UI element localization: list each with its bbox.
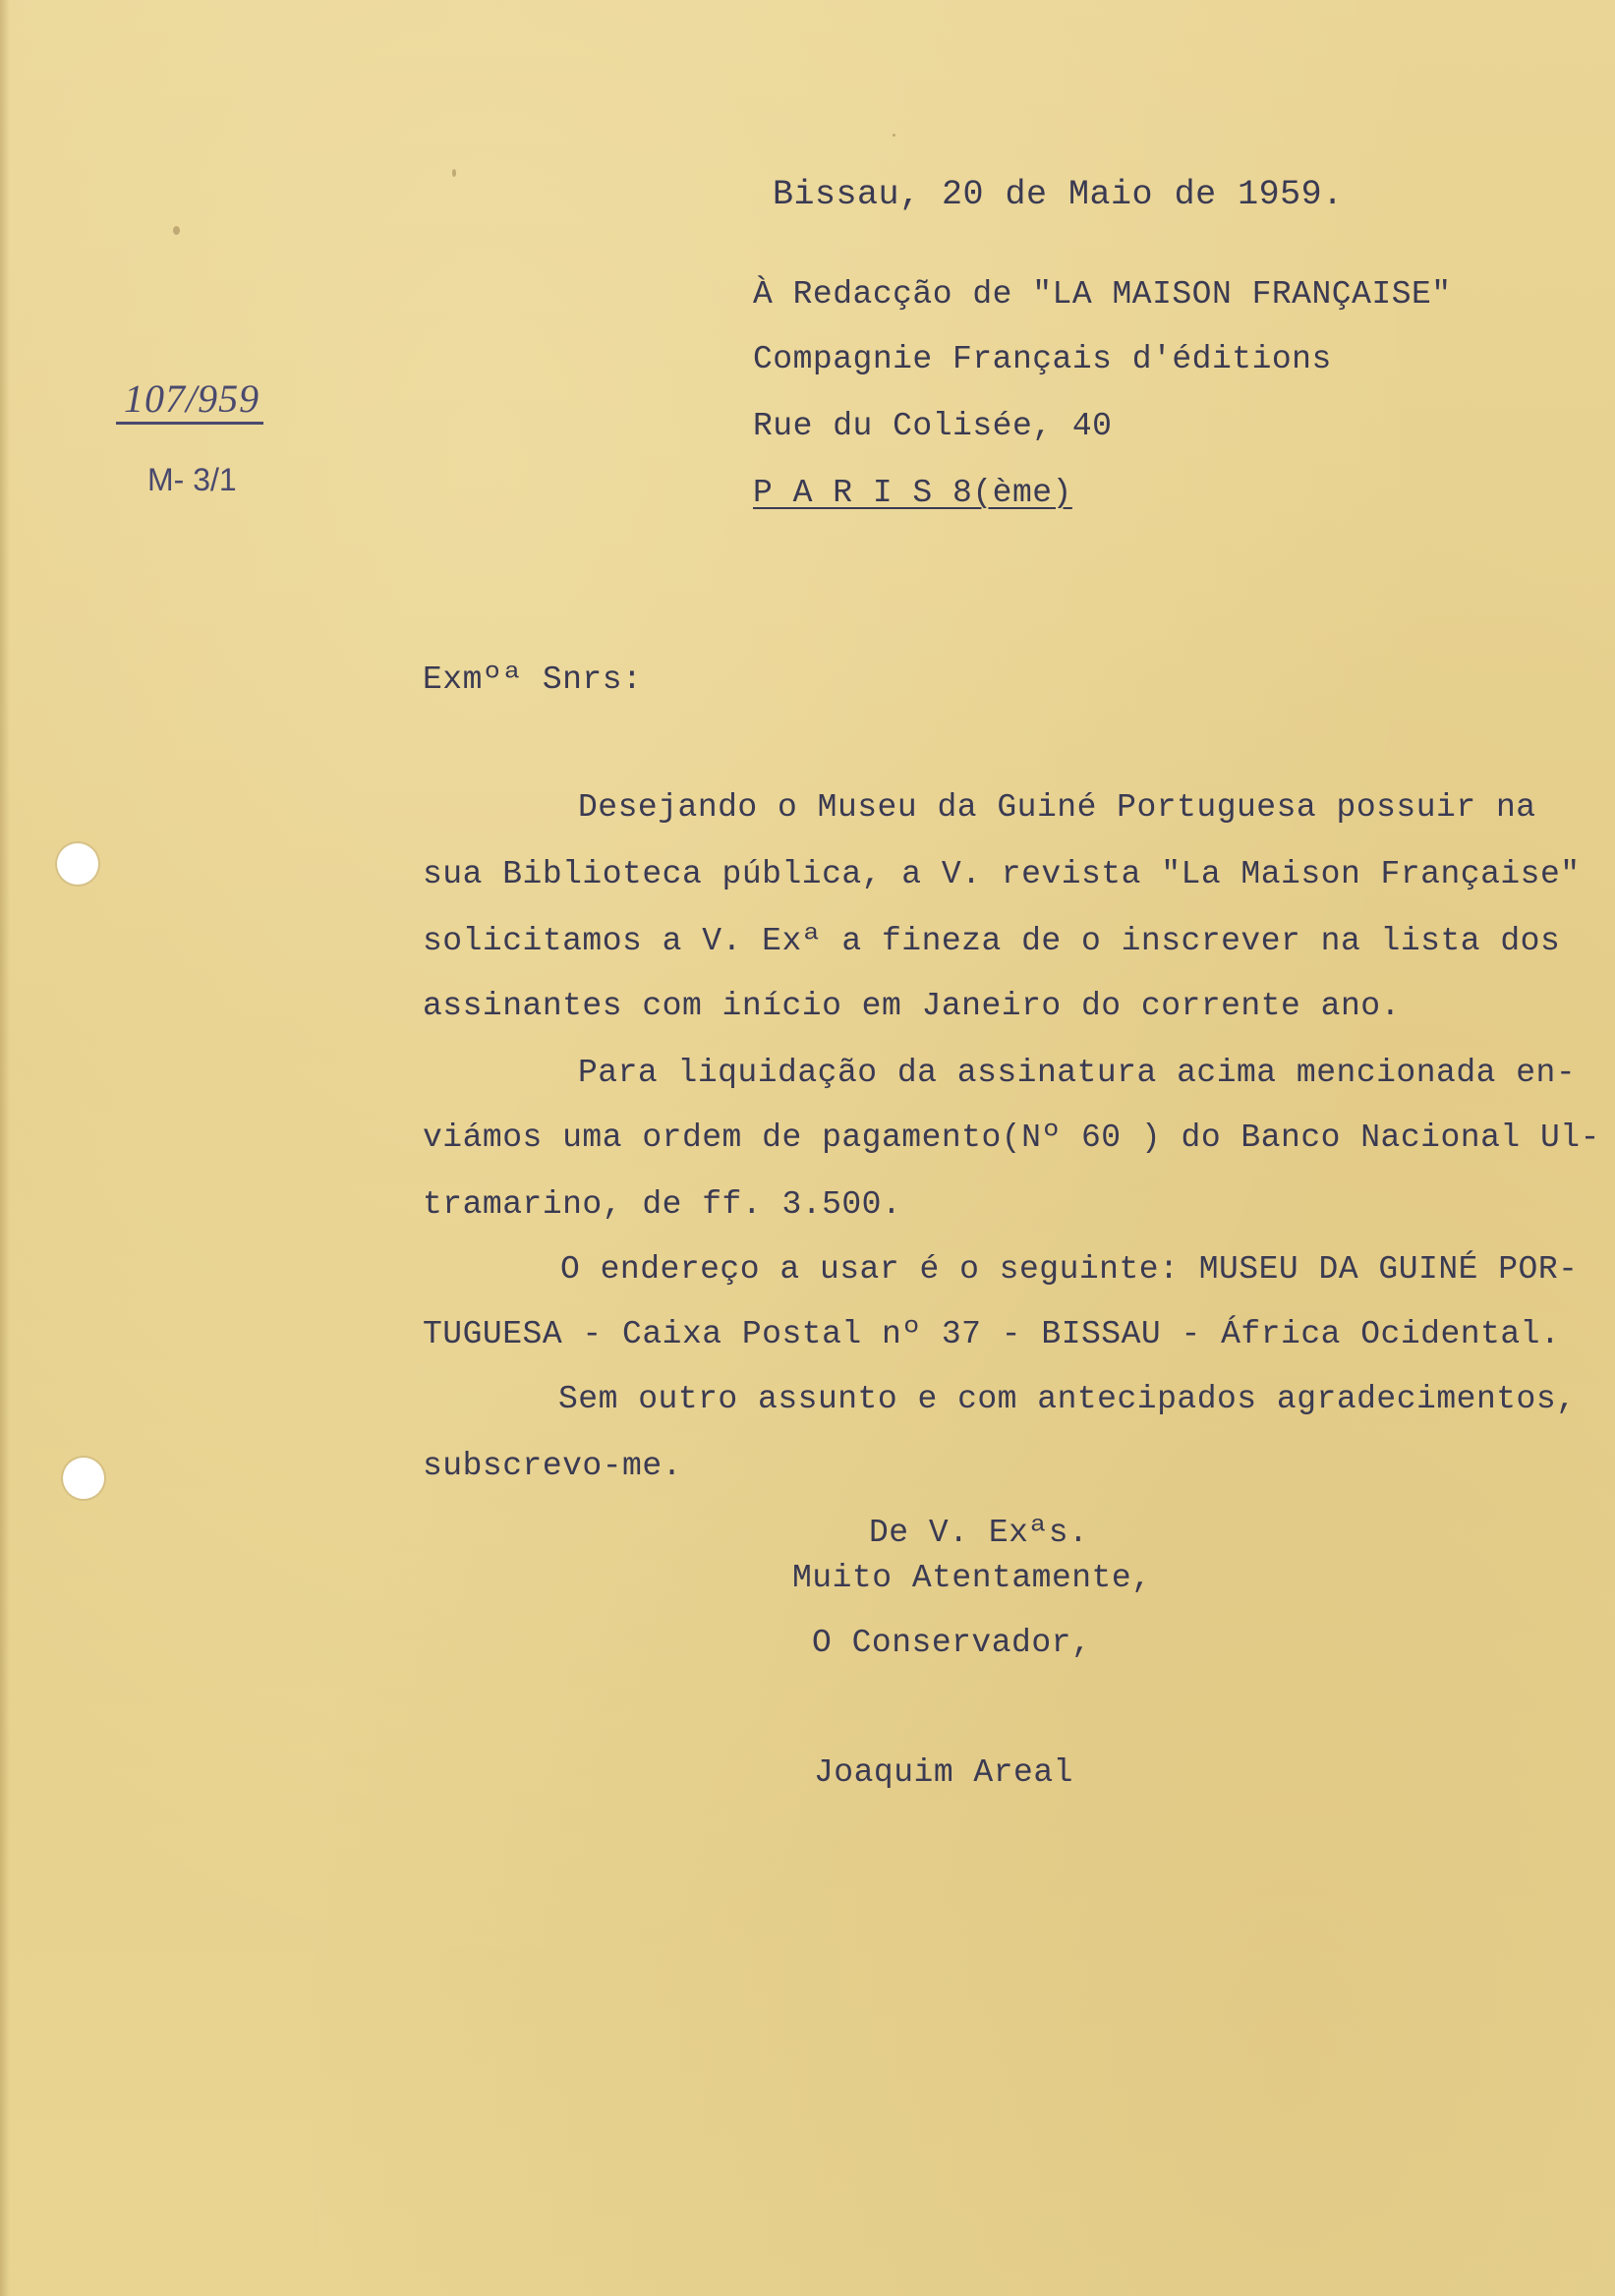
body-line: subscrevo-me. <box>423 1448 682 1484</box>
paper-speck <box>452 169 456 177</box>
body-line: viámos uma ordem de pagamento(Nº 60 ) do Banco Nacional Ul- <box>423 1119 1600 1156</box>
body-line: Desejando o Museu da Guiné Portuguesa possuir na <box>578 789 1536 826</box>
paper-speck <box>173 226 180 235</box>
address-line-recipient: À Redacção de "LA MAISON FRANÇAISE" <box>753 276 1452 313</box>
body-line: O endereço a usar é o seguinte: MUSEU DA GUINÉ POR- <box>560 1251 1579 1288</box>
punch-hole <box>63 1458 104 1499</box>
body-line: Sem outro assunto e com antecipados agradecimentos, <box>558 1381 1577 1417</box>
punch-hole <box>57 843 98 885</box>
body-line: TUGUESA - Caixa Postal nº 37 - BISSAU - África Ocidental. <box>423 1316 1561 1352</box>
body-line: sua Biblioteca pública, a V. revista "La Maison Française" <box>423 856 1581 892</box>
closing-line: Muito Atentamente, <box>792 1560 1152 1596</box>
body-line: assinantes com início em Janeiro do corrente ano. <box>423 988 1401 1024</box>
closing-line: De V. Exªs. <box>869 1515 1089 1551</box>
closing-line: O Conservador, <box>812 1625 1092 1661</box>
paper-speck <box>893 134 895 137</box>
body-line: Para liquidação da assinatura acima mencionada en- <box>578 1055 1577 1091</box>
body-line: solicitamos a V. Exª a fineza de o inscrever na lista dos <box>423 923 1561 959</box>
reference-code: M- 3/1 <box>147 462 237 497</box>
address-line-city: P A R I S 8(ème) <box>753 475 1072 511</box>
address-line-company: Compagnie Français d'éditions <box>753 341 1332 377</box>
date-line: Bissau, 20 de Maio de 1959. <box>773 175 1344 214</box>
address-line-street: Rue du Colisée, 40 <box>753 408 1113 444</box>
paper-edge-shadow <box>0 0 10 2296</box>
body-line: tramarino, de ff. 3.500. <box>423 1186 902 1223</box>
salutation: Exmºª Snrs: <box>423 661 643 698</box>
signatory-name: Joaquim Areal <box>814 1754 1073 1791</box>
reference-number: 107/959 <box>116 376 263 425</box>
